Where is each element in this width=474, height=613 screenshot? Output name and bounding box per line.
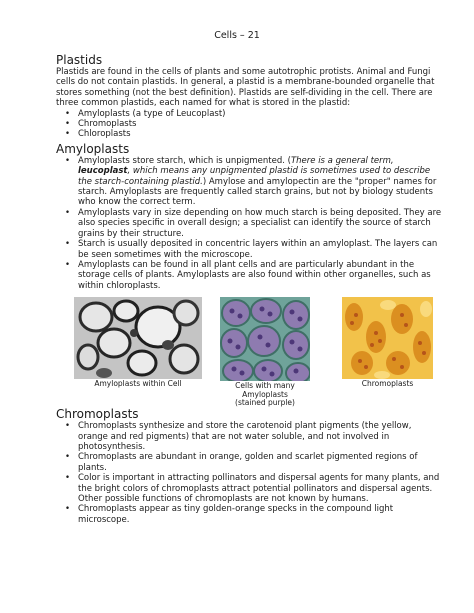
plastids-intro: Plastids are found in the cells of plants and some autotrophic protists. Animal and Fungi cells do not contain plastids. In general, a plastid is a membrane-bounded organelle that stores something (not the best definition). Plastids are self-dividing in the cell. There are three common plastids, each named for what is stored in the plastid:: [56, 67, 435, 109]
chromoplast-micrograph: [342, 297, 433, 379]
list-item: • Color is important in attracting pollinators and dispersal agents for many plants, and the bright colors of chromoplasts attract potential pollinators and dispersal agents. Other possible functions of chromoplasts are not known by humans.: [56, 473, 442, 504]
page-content: [56, 54, 442, 525]
amyloplast-text-2: ) Amylose and amylopectin are the "proper" names for starch. Amyloplasts are frequently called starch grains, but not by biology students who know the correct term.: [78, 176, 437, 208]
list-item: • Chromoplasts appear as tiny golden-orange specks in the compound light microscope.: [56, 504, 442, 525]
figure-caption-note: (stained purple): [235, 398, 295, 408]
leucoplast-term: leucoplast: [78, 166, 128, 177]
figure-chromoplasts: [342, 297, 433, 389]
chromoplasts-heading: Chromoplasts: [56, 407, 139, 422]
list-item: • Amyloplasts vary in size depending on how much starch is being deposited. They are also species specific in overall design; a specialist can identify the source of starch grains by their structure.: [56, 208, 442, 239]
stained-cells-micrograph: [220, 297, 310, 381]
page-header: Cells – 21: [214, 30, 260, 41]
figure-caption: Chromoplasts: [361, 379, 414, 389]
general-term-note: There is a general term,: [290, 155, 394, 166]
list-item: • Starch is usually deposited in concentric layers within an amyloplast. The layers can be seen sometimes with the microscope.: [56, 239, 442, 260]
amyloplasts-list: [56, 156, 442, 291]
list-item: [56, 156, 442, 208]
figures-row: [56, 297, 442, 408]
plastids-heading: Plastids: [56, 53, 103, 67]
leucoplast-note: , which means any unpigmented plastid is sometimes used to describe the starch-containing plastid.: [78, 166, 431, 187]
list-item: • Chromoplasts synthesize and store the carotenoid plant pigments (the yellow, orange and red pigments) that are not water soluble, and not involved in photosynthesis.: [56, 421, 442, 452]
figure-amyloplasts-within-cell: [74, 297, 202, 389]
amyloplasts-heading: Amyloplasts: [56, 141, 130, 156]
list-item: • Chromoplasts are abundant in orange, golden and scarlet pigmented regions of plants.: [56, 452, 442, 473]
chromoplasts-list: [56, 421, 442, 525]
amyloplast-text: Amyloplasts store starch, which is unpigmented. (: [78, 155, 291, 166]
figure-caption: Cells with many Amyloplasts: [235, 381, 295, 399]
figure-caption: Amyloplasts within Cell: [94, 379, 182, 389]
list-item: • Chloroplasts: [56, 129, 442, 139]
list-item: • Amyloplasts (a type of Leucoplast): [56, 109, 442, 119]
list-item: • Amyloplasts can be found in all plant cells and are particularly abundant in the storage cells of plants. Amyloplasts are also found within other organelles, such as within chloroplasts.: [56, 260, 442, 291]
list-item: • Chromoplasts: [56, 119, 442, 129]
figure-cells-with-amyloplasts: [220, 297, 310, 408]
amyloplast-micrograph: [74, 297, 202, 379]
plastids-list: [56, 109, 442, 140]
